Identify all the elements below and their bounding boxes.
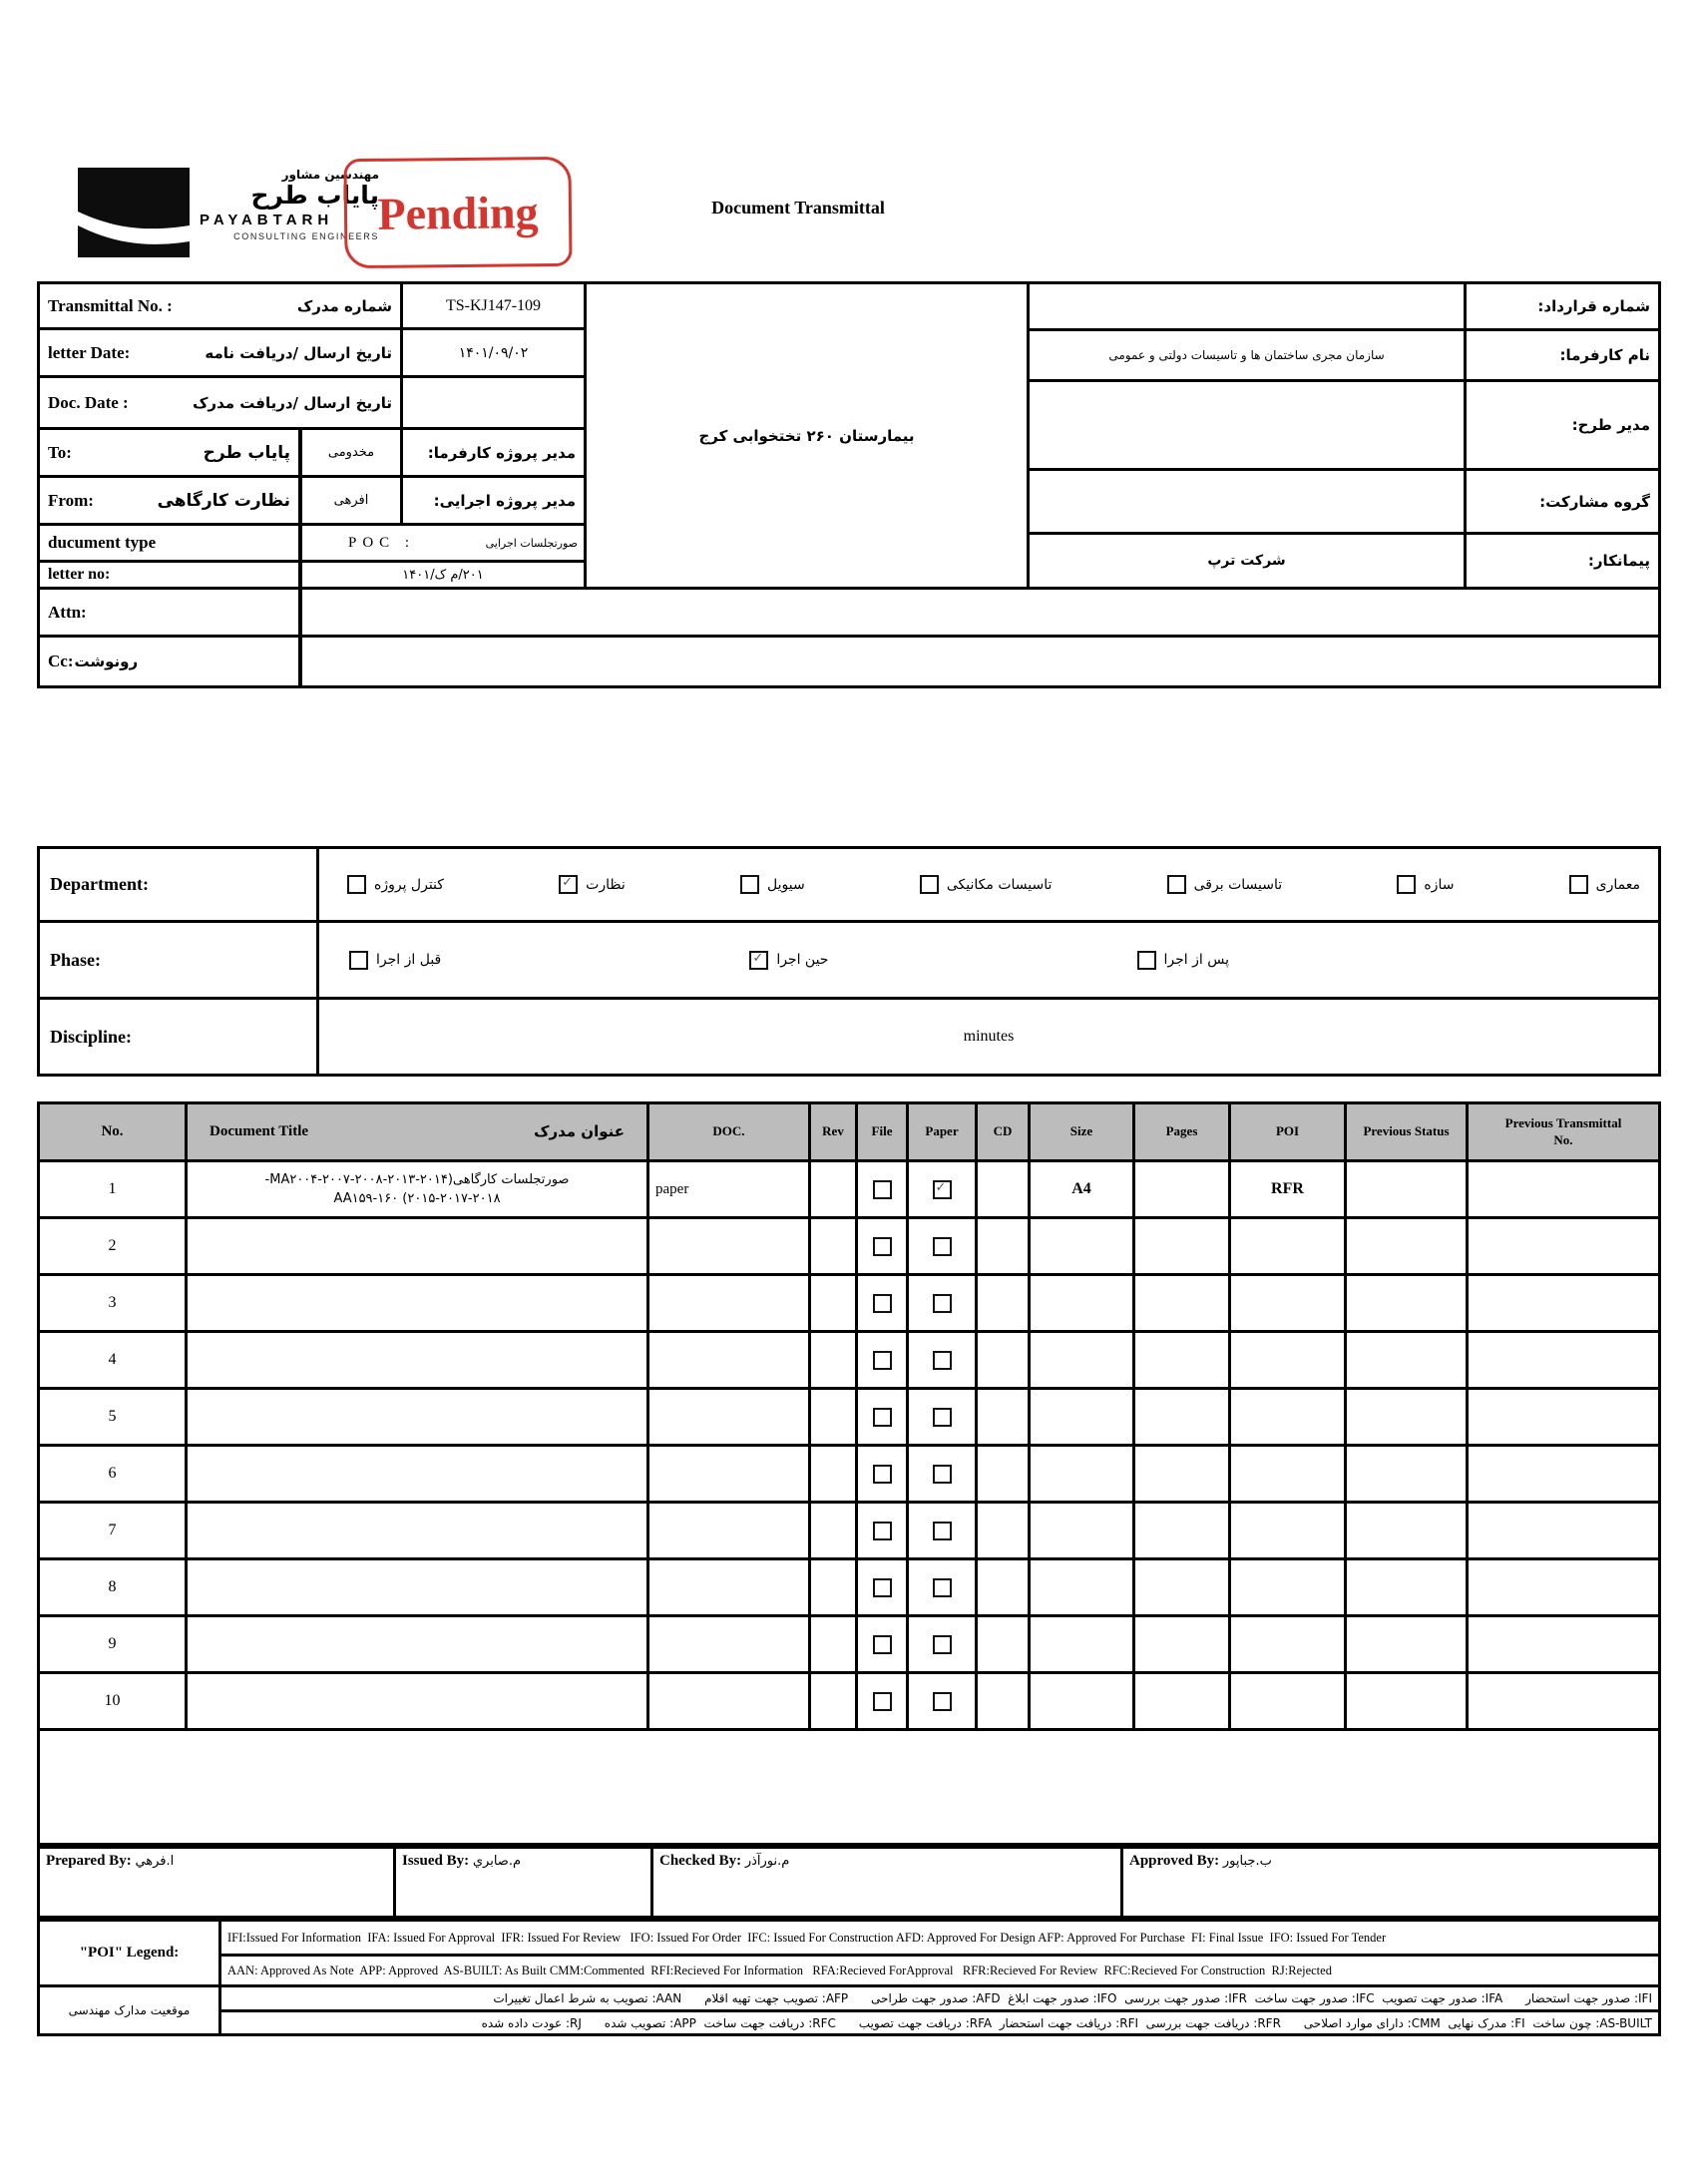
department-checkbox[interactable] [1167,875,1186,894]
row-cd[interactable] [978,1276,1028,1330]
row-previous-transmittal[interactable] [1469,1504,1658,1557]
row-rev[interactable] [811,1333,855,1387]
row-file [858,1219,906,1273]
col-header-no: No. [40,1104,185,1159]
row-doc[interactable] [649,1674,808,1728]
paper-checkbox[interactable] [933,1408,952,1427]
row-size[interactable] [1031,1617,1132,1671]
cc-value[interactable] [302,638,1658,685]
row-paper [909,1162,975,1216]
phase-option[interactable] [749,951,828,970]
row-file [858,1390,906,1444]
discipline-value[interactable]: minutes [319,1000,1658,1074]
row-document-title[interactable] [188,1219,646,1273]
row-previous-status[interactable] [1347,1390,1466,1444]
department-option[interactable] [347,875,444,894]
department-option-label: سیویل [766,876,805,893]
row-previous-status[interactable] [1347,1504,1466,1557]
department-checkbox[interactable] [559,875,578,894]
from-role-label: مدیر پروژه اجرایی: [403,478,584,523]
contract-no-value[interactable] [1030,284,1464,328]
document-type-value[interactable]: POC : صورتجلسات اجرایی [302,526,584,560]
department-label: Department: [40,849,316,920]
col-header-doc: DOC. [649,1104,808,1159]
file-checkbox[interactable] [873,1180,892,1199]
row-pages[interactable] [1135,1276,1228,1330]
row-paper [909,1276,975,1330]
file-checkbox[interactable] [873,1635,892,1654]
phase-option-label: قبل از اجرا [376,952,442,968]
department-option-label: معماری [1595,876,1640,893]
row-cd[interactable] [978,1219,1028,1273]
row-previous-status[interactable] [1347,1219,1466,1273]
row-doc[interactable] [649,1447,808,1501]
row-no: 3 [40,1276,185,1330]
contractor-label: پیمانکار: [1467,535,1658,587]
row-previous-status[interactable] [1347,1560,1466,1614]
paper-checkbox[interactable] [933,1635,952,1654]
department-option[interactable] [920,875,1053,894]
row-doc[interactable] [649,1276,808,1330]
row-previous-transmittal[interactable] [1469,1560,1658,1614]
row-file [858,1674,906,1728]
row-rev[interactable] [811,1447,855,1501]
signature-row [37,1846,1661,1919]
from-label: From: نظارت کارگاهی [40,478,298,523]
row-no: 8 [40,1560,185,1614]
from-person[interactable]: افرهی [302,478,400,523]
row-no: 7 [40,1504,185,1557]
row-no: 9 [40,1617,185,1671]
to-person[interactable]: مخدومی [302,430,400,475]
paper-checkbox[interactable] [933,1180,952,1199]
paper-checkbox[interactable] [933,1351,952,1370]
row-doc[interactable] [649,1390,808,1444]
row-document-title[interactable] [188,1617,646,1671]
page-title: Document Transmittal [711,198,885,218]
row-previous-status[interactable] [1347,1162,1466,1216]
department-options [319,849,1658,920]
col-header-rev: Rev [811,1104,855,1159]
row-pages[interactable] [1135,1674,1228,1728]
col-header-file: File [858,1104,906,1159]
row-previous-transmittal[interactable] [1469,1162,1658,1216]
row-doc[interactable] [649,1617,808,1671]
department-option-label: سازه [1424,876,1455,893]
row-no: 4 [40,1333,185,1387]
row-cd[interactable] [978,1674,1028,1728]
department-option-label: نظارت [586,876,626,893]
paper-checkbox[interactable] [933,1465,952,1484]
phase-option-label: حین اجرا [776,952,829,968]
cc-label: Cc: رونوشت [40,638,298,685]
row-previous-transmittal[interactable] [1469,1219,1658,1273]
phase-options [319,923,1658,997]
row-pages[interactable] [1135,1617,1228,1671]
row-poi[interactable] [1231,1504,1344,1557]
legend-row-fa-2: AS-BUILT: چون ساخت FI: مدرک نهایی CMM: دارای موارد اصلاحی RFR: دریافت جهت بررسی RFI: دریافت جهت استحضار RFA: دریافت جهت تصویب RFC: دریافت جهت ساخت APP: تصویب شده RJ: عودت داده شده [221,2012,1658,2033]
phase-checkbox[interactable] [349,951,368,970]
department-checkbox[interactable] [1569,875,1588,894]
doc-date-label: Doc. Date : تاریخ ارسال /دریافت مدرک [40,378,400,427]
phase-option[interactable] [349,951,441,970]
row-cd[interactable] [978,1617,1028,1671]
col-header-previous-status: Previous Status [1347,1104,1466,1159]
row-previous-transmittal[interactable] [1469,1447,1658,1501]
row-doc[interactable]: paper [649,1162,808,1216]
col-header-size: Size [1031,1104,1132,1159]
row-document-title[interactable] [188,1333,646,1387]
row-no: 5 [40,1390,185,1444]
row-poi[interactable] [1231,1219,1344,1273]
row-rev[interactable] [811,1674,855,1728]
file-checkbox[interactable] [873,1522,892,1540]
row-document-title[interactable] [188,1276,646,1330]
phase-checkbox[interactable] [1137,951,1156,970]
row-pages[interactable] [1135,1390,1228,1444]
row-cd[interactable] [978,1333,1028,1387]
row-poi[interactable] [1231,1276,1344,1330]
letter-date-value[interactable]: ۱۴۰۱/۰۹/۰۲ [403,330,584,375]
row-document-title[interactable] [188,1390,646,1444]
row-previous-transmittal[interactable] [1469,1333,1658,1387]
issued-by-cell[interactable]: Issued By: م.صابري [396,1849,650,1916]
transmittal-no-label: Transmittal No. : شماره مدرک [40,284,400,327]
phase-checkbox[interactable] [749,951,768,970]
legend-row-en-1: IFI:Issued For Information IFA: Issued For Approval IFR: Issued For Review IFO: Issued For Order IFC: Issued For Construction AFD: Approved For Design AFP: Approved For Purchase FI: Final Issue IFO: Issued For Tender [221,1922,1658,1954]
paper-checkbox[interactable] [933,1294,952,1313]
row-doc[interactable] [649,1333,808,1387]
row-poi[interactable] [1231,1447,1344,1501]
attn-value[interactable] [302,590,1658,635]
phase-label: Phase: [40,923,316,997]
checked-by-cell[interactable]: Checked By: م.نورآذر [653,1849,1120,1916]
row-size[interactable] [1031,1333,1132,1387]
discipline-label: Discipline: [40,1000,316,1074]
row-size[interactable] [1031,1504,1132,1557]
row-previous-transmittal[interactable] [1469,1390,1658,1444]
row-poi[interactable] [1231,1560,1344,1614]
row-previous-status[interactable] [1347,1276,1466,1330]
department-option[interactable] [740,875,805,894]
department-option-label: کنترل پروژه [374,876,444,893]
row-rev[interactable] [811,1617,855,1671]
row-document-title[interactable] [188,1560,646,1614]
row-paper [909,1447,975,1501]
row-cd[interactable] [978,1560,1028,1614]
poi-legend-table [37,1919,1661,2036]
logo-persian-tagline: مهندسین مشاور [281,168,379,182]
pending-stamp-text: Pending [377,186,539,239]
row-no: 2 [40,1219,185,1273]
col-header-title: Document Title عنوان مدرک [188,1104,646,1159]
row-file [858,1447,906,1501]
row-paper [909,1560,975,1614]
row-paper [909,1390,975,1444]
row-poi[interactable]: RFR [1231,1162,1344,1216]
project-name: بیمارستان ۲۶۰ تختخوابی کرج [587,284,1027,587]
doc-date-value[interactable] [403,378,584,427]
attn-label: Attn: [40,590,298,635]
file-checkbox[interactable] [873,1351,892,1370]
poi-legend-label: "POI" Legend: [40,1922,218,1984]
design-manager-value[interactable] [1030,382,1464,468]
row-paper [909,1504,975,1557]
row-file [858,1276,906,1330]
row-paper [909,1219,975,1273]
row-previous-status[interactable] [1347,1674,1466,1728]
row-previous-transmittal[interactable] [1469,1617,1658,1671]
letter-date-label: letter Date: تاریخ ارسال /دریافت نامه [40,330,400,375]
row-document-title[interactable]: صورتجلسات کارگاهی(۲۰۱۴-۲۰۱۳-۲۰۰۸-۲۰۰۷-MA۲۰۰۴- AA۱۵۹-۱۶۰ (۲۰۱۵-۲۰۱۷-۲۰۱۸ [188,1162,646,1216]
col-header-pages: Pages [1135,1104,1228,1159]
row-document-title[interactable] [188,1447,646,1501]
row-pages[interactable] [1135,1162,1228,1216]
legend-row-fa-1: IFI: صدور جهت استحضار IFA: صدور جهت تصویب IFC: صدور جهت ساخت IFR: صدور جهت بررسی IFO: صدور جهت ابلاغ AFD: صدور جهت طراحی AFP: تصویب جهت تهیه اقلام AAN: تصویب به شرط اعمال تغییرات [221,1987,1658,2009]
row-file [858,1162,906,1216]
row-rev[interactable] [811,1560,855,1614]
row-poi[interactable] [1231,1674,1344,1728]
department-option[interactable] [1167,875,1282,894]
file-checkbox[interactable] [873,1294,892,1313]
row-rev[interactable] [811,1390,855,1444]
document-table [37,1101,1661,1846]
contractor-value[interactable]: شرکت ترپ [1030,535,1464,587]
header-table [37,281,1661,688]
row-rev[interactable] [811,1219,855,1273]
phase-option-label: پس از اجرا [1163,952,1229,968]
row-no: 10 [40,1674,185,1728]
row-size[interactable] [1031,1560,1132,1614]
row-doc[interactable] [649,1219,808,1273]
design-manager-label: مدیر طرح: [1467,382,1658,468]
row-size[interactable] [1031,1219,1132,1273]
department-checkbox[interactable] [920,875,939,894]
letter-no-label: letter no: [40,563,298,587]
jv-group-label: گروه مشارکت: [1467,471,1658,532]
col-header-poi: POI [1231,1104,1344,1159]
row-size[interactable] [1031,1447,1132,1501]
row-document-title[interactable] [188,1504,646,1557]
logo-latin-name: PAYABTARH [200,211,334,228]
row-pages[interactable] [1135,1447,1228,1501]
client-name-label: نام کارفرما: [1467,331,1658,379]
row-paper [909,1617,975,1671]
department-option[interactable] [1397,875,1454,894]
file-checkbox[interactable] [873,1408,892,1427]
row-poi[interactable] [1231,1617,1344,1671]
row-poi[interactable] [1231,1333,1344,1387]
document-type-label: ducument type [40,526,298,560]
department-option-label: تاسیسات مکانیکی [946,876,1053,893]
pending-stamp [343,157,572,268]
approved-by-cell[interactable]: Approved By: ب.جباپور [1123,1849,1658,1916]
file-checkbox[interactable] [873,1237,892,1256]
client-name-value[interactable]: سازمان مجری ساختمان ها و تاسیسات دولتی و عمومی [1030,331,1464,379]
phase-option[interactable] [1137,951,1229,970]
contract-no-label: شماره قرارداد: [1467,284,1658,328]
paper-checkbox[interactable] [933,1237,952,1256]
row-cd[interactable] [978,1390,1028,1444]
row-previous-status[interactable] [1347,1333,1466,1387]
to-label: To: پایاب طرح [40,430,298,475]
payabtarh-logo-icon [78,168,190,257]
row-no: 1 [40,1162,185,1216]
row-previous-transmittal[interactable] [1469,1276,1658,1330]
row-file [858,1333,906,1387]
row-paper [909,1333,975,1387]
transmittal-no-value[interactable]: TS-KJ147-109 [403,284,584,327]
department-checkbox[interactable] [740,875,759,894]
logo-subtitle: CONSULTING ENGINEERS [233,230,379,241]
row-doc[interactable] [649,1560,808,1614]
row-file [858,1560,906,1614]
row-pages[interactable] [1135,1333,1228,1387]
to-role-label: مدیر پروژه کارفرما: [403,430,584,475]
row-doc[interactable] [649,1504,808,1557]
row-previous-status[interactable] [1347,1447,1466,1501]
letter-no-value[interactable]: ۲۰۱/م ک/۱۴۰۱ [302,563,584,587]
file-checkbox[interactable] [873,1465,892,1484]
row-file [858,1504,906,1557]
jv-group-value[interactable] [1030,471,1464,532]
department-option-label: تاسیسات برقی [1193,876,1283,893]
paper-checkbox[interactable] [933,1522,952,1540]
legend-fa-label: موقعیت مدارک مهندسی [40,1987,218,2033]
row-cd[interactable] [978,1447,1028,1501]
row-cd[interactable] [978,1162,1028,1216]
prepared-by-cell[interactable]: Prepared By: ا.فرهي [40,1849,393,1916]
department-checkbox[interactable] [347,875,366,894]
row-rev[interactable] [811,1276,855,1330]
paper-checkbox[interactable] [933,1578,952,1597]
legend-row-en-2: AAN: Approved As Note APP: Approved AS-BUILT: As Built CMM:Commented RFI:Recieved For Information RFA:Recieved ForApproval RFR:Recieved For Review RFC:Recieved For Construction RJ:Rejected [221,1957,1658,1984]
row-size[interactable] [1031,1674,1132,1728]
file-checkbox[interactable] [873,1578,892,1597]
logo-persian-name: پایاب طرح [250,181,379,210]
department-option[interactable] [559,875,626,894]
row-size[interactable]: A4 [1031,1162,1132,1216]
paper-checkbox[interactable] [933,1692,952,1711]
row-rev[interactable] [811,1504,855,1557]
row-pages[interactable] [1135,1219,1228,1273]
row-poi[interactable] [1231,1390,1344,1444]
classification-table [37,846,1661,1077]
row-pages[interactable] [1135,1504,1228,1557]
row-pages[interactable] [1135,1560,1228,1614]
company-logo [78,168,379,257]
col-header-cd: CD [978,1104,1028,1159]
col-header-previous-transmittal: Previous Transmittal No. [1469,1104,1658,1159]
row-previous-transmittal[interactable] [1469,1674,1658,1728]
row-paper [909,1674,975,1728]
file-checkbox[interactable] [873,1692,892,1711]
col-header-paper: Paper [909,1104,975,1159]
row-no: 6 [40,1447,185,1501]
table-empty-row [40,1731,1658,1843]
department-checkbox[interactable] [1397,875,1416,894]
row-cd[interactable] [978,1504,1028,1557]
row-file [858,1617,906,1671]
row-rev[interactable] [811,1162,855,1216]
row-size[interactable] [1031,1390,1132,1444]
row-document-title[interactable] [188,1674,646,1728]
row-size[interactable] [1031,1276,1132,1330]
department-option[interactable] [1569,875,1640,894]
row-previous-status[interactable] [1347,1617,1466,1671]
